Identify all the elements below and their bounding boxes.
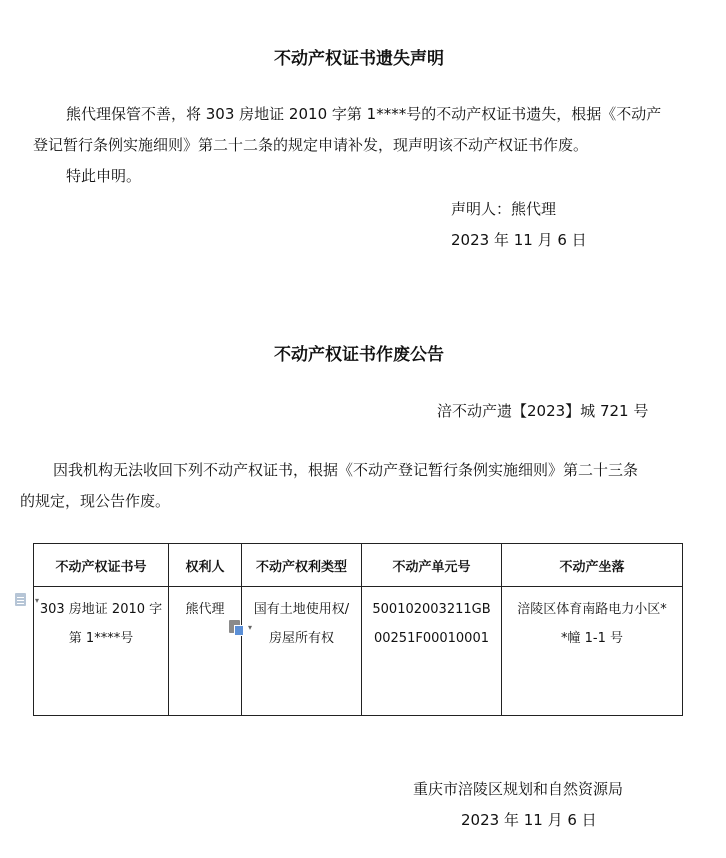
right-type-line-2: 房屋所有权 [268,631,334,646]
document-number: 涪不动产遗【2023】城 721 号 [437,402,649,420]
cert-number-line-2: 第 1****号 [68,631,134,646]
loss-statement-line-2: 登记暂行条例实施细则》第二十二条的规定申请补发，现声明该不动产权证书作废。 [33,136,589,154]
cell-unit-number [362,587,502,716]
issuer: 重庆市涪陵区规划和自然资源局 [413,780,624,798]
cell-cert-number [34,587,169,716]
chevron-down-icon[interactable]: ▾ [35,596,40,605]
loss-statement-body [33,99,723,192]
void-notice-title: 不动产权证书作废公告 [274,345,444,365]
cell-location [502,587,683,716]
cert-number-line-1: 303 房地证 2010 字 [39,602,163,617]
header-location: 不动产坐落 [502,544,683,587]
right-type-line-1: 国有土地使用权/ [253,602,350,617]
void-notice-body [20,455,720,517]
paste-chevron-down-icon[interactable]: ▾ [248,623,253,632]
table-header-row [34,544,683,587]
void-notice-line-2: 的规定，现公告作废。 [20,492,171,510]
paste-options-icon[interactable] [229,620,240,633]
void-notice-date: 2023 年 11 月 6 日 [461,811,597,829]
loss-statement-title: 不动产权证书遗失声明 [274,49,444,69]
header-right-type: 不动产权利类型 [242,544,362,587]
certificate-table [33,543,683,716]
declarant: 声明人：熊代理 [451,200,557,218]
unit-number-line-1: 500102003211GB [372,602,491,617]
header-owner: 权利人 [169,544,242,587]
header-cert-number: 不动产权证书号 [34,544,169,587]
cell-owner [169,587,242,716]
location-line-2: *幢 1-1 号 [561,631,623,646]
header-unit-number: 不动产单元号 [362,544,502,587]
document-icon[interactable] [15,593,26,606]
unit-number-line-2: 00251F00010001 [373,631,489,646]
loss-statement-closing: 特此申明。 [66,167,142,185]
void-notice-line-1: 因我机构无法收回下列不动产权证书，根据《不动产登记暂行条例实施细则》第二十三条 [53,461,639,479]
loss-statement-line-1: 熊代理保管不善，将 303 房地证 2010 字第 1****号的不动产权证书遗失，根据《不动产 [66,105,662,123]
location-line-1: 涪陵区体育南路电力小区* [517,602,667,617]
loss-statement-date: 2023 年 11 月 6 日 [451,231,587,249]
cell-right-type [242,587,362,716]
owner-name: 熊代理 [185,602,225,617]
table-row [34,587,683,716]
